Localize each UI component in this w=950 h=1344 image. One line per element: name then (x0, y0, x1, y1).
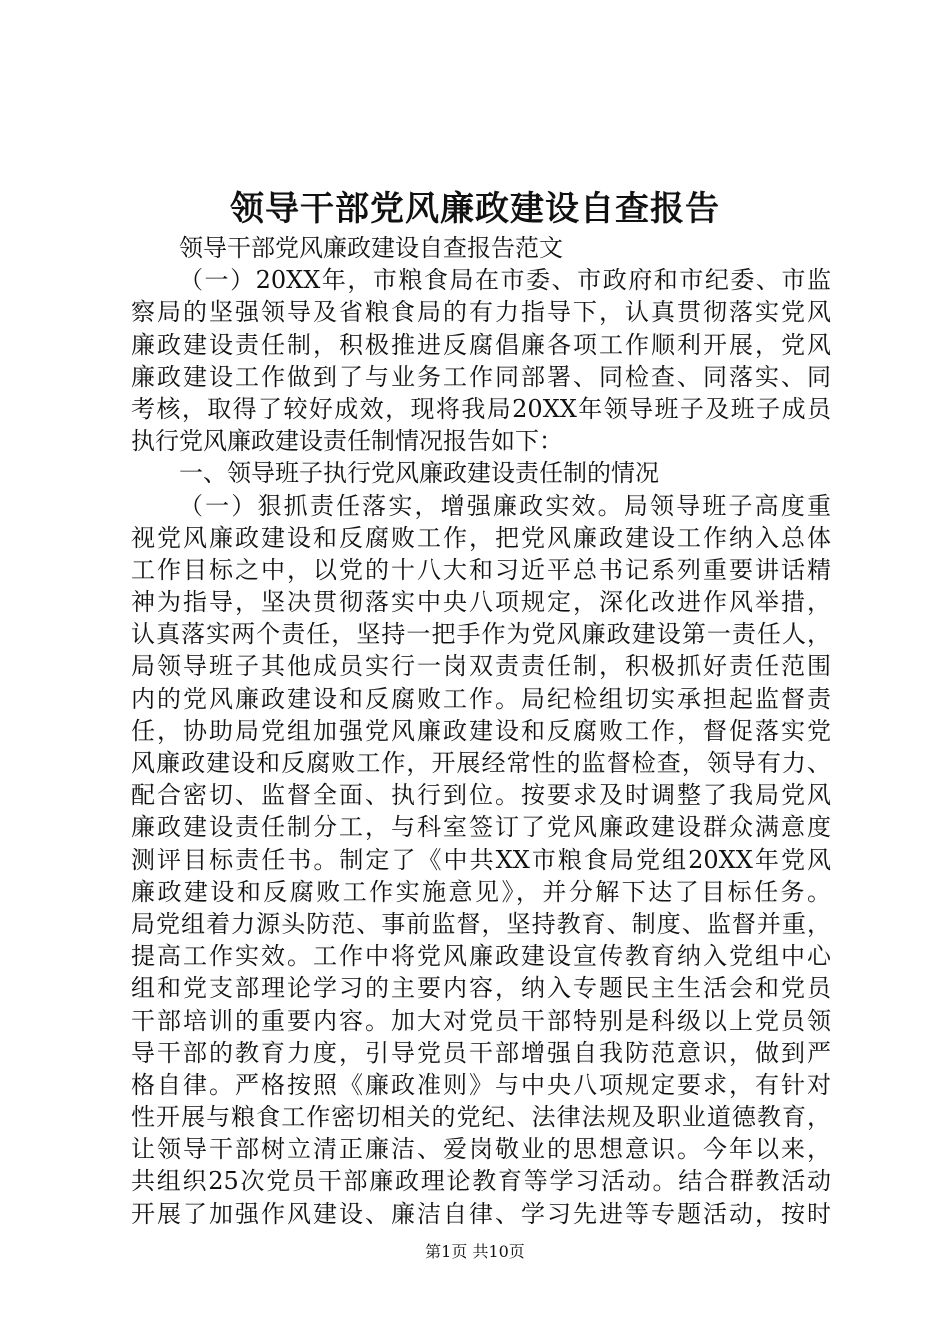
text-line: 执行党风廉政建设责任制情况报告如下： (131, 427, 563, 456)
text-line: 开展了加强作风建设、廉洁自律、学习先进等专题活动，按时 (131, 1199, 831, 1228)
text-line: 提高工作实效。工作中将党风廉政建设宣传教育纳入党组中心 (131, 942, 831, 971)
page-footer: 第1页 共10页 (425, 1242, 525, 1261)
text-line: 考核，取得了较好成效，现将我局20XX年领导班子及班子成员 (131, 394, 831, 423)
text-line: 廉政建设责任制，积极推进反腐倡廉各项工作顺利开展，党风 (131, 330, 831, 359)
text-line: 工作目标之中，以党的十八大和习近平总书记系列重要讲话精 (131, 555, 831, 584)
text-line: 任，协助局党组加强党风廉政建设和反腐败工作，督促落实党 (131, 716, 831, 745)
text-line: （一）20XX年，市粮食局在市委、市政府和市纪委、市监 (179, 266, 831, 295)
text-line: 配合密切、监督全面、执行到位。按要求及时调整了我局党风 (131, 781, 831, 810)
text-line: 神为指导，坚决贯彻落实中央八项规定，深化改进作风举措， (131, 588, 831, 617)
text-line: 廉政建设责任制分工，与科室签订了党风廉政建设群众满意度 (131, 813, 831, 842)
text-line: 性开展与粮食工作密切相关的党纪、法律法规及职业道德教育， (131, 1103, 831, 1132)
text-line: 廉政建设和反腐败工作实施意见》，并分解下达了目标任务。 (131, 877, 831, 906)
text-line: 共组织25次党员干部廉政理论教育等学习活动。结合群教活动 (131, 1167, 831, 1196)
text-line: 风廉政建设和反腐败工作，开展经常性的监督检查，领导有力、 (131, 749, 831, 777)
text-line: 局领导班子其他成员实行一岗双责责任制，积极抓好责任范围 (131, 652, 831, 681)
text-line: 格自律。严格按照《廉政准则》与中央八项规定要求，有针对 (131, 1070, 831, 1099)
text-line: 干部培训的重要内容。加大对党员干部特别是科级以上党员领 (131, 1006, 831, 1035)
text-line: 内的党风廉政建设和反腐败工作。局纪检组切实承担起监督责 (131, 684, 831, 713)
page-title: 领导干部党风廉政建设自查报告 (230, 189, 720, 229)
section-heading: 一、领导班子执行党风廉政建设责任制的情况 (179, 459, 659, 488)
text-line: 局党组着力源头防范、事前监督，坚持教育、制度、监督并重， (131, 909, 831, 938)
text-line: 视党风廉政建设和反腐败工作，把党风廉政建设工作纳入总体 (131, 523, 831, 552)
text-line: 察局的坚强领导及省粮食局的有力指导下，认真贯彻落实党风 (131, 298, 831, 327)
text-line: 组和党支部理论学习的主要内容，纳入专题民主生活会和党员 (131, 974, 831, 1003)
document-body (131, 232, 831, 1230)
text-line: 让领导干部树立清正廉洁、爱岗敬业的思想意识。今年以来， (131, 1135, 831, 1164)
subtitle-line: 领导干部党风廉政建设自查报告范文 (179, 234, 563, 262)
text-line: 认真落实两个责任，坚持一把手作为党风廉政建设第一责任人， (131, 620, 831, 649)
text-line: 廉政建设工作做到了与业务工作同部署、同检查、同落实、同 (131, 362, 831, 391)
text-line: 测评目标责任书。制定了《中共XX市粮食局党组20XX年党风 (131, 845, 831, 874)
text-line: 导干部的教育力度，引导党员干部增强自我防范意识，做到严 (131, 1038, 831, 1067)
text-line: （一）狠抓责任落实，增强廉政实效。局领导班子高度重 (179, 491, 831, 520)
